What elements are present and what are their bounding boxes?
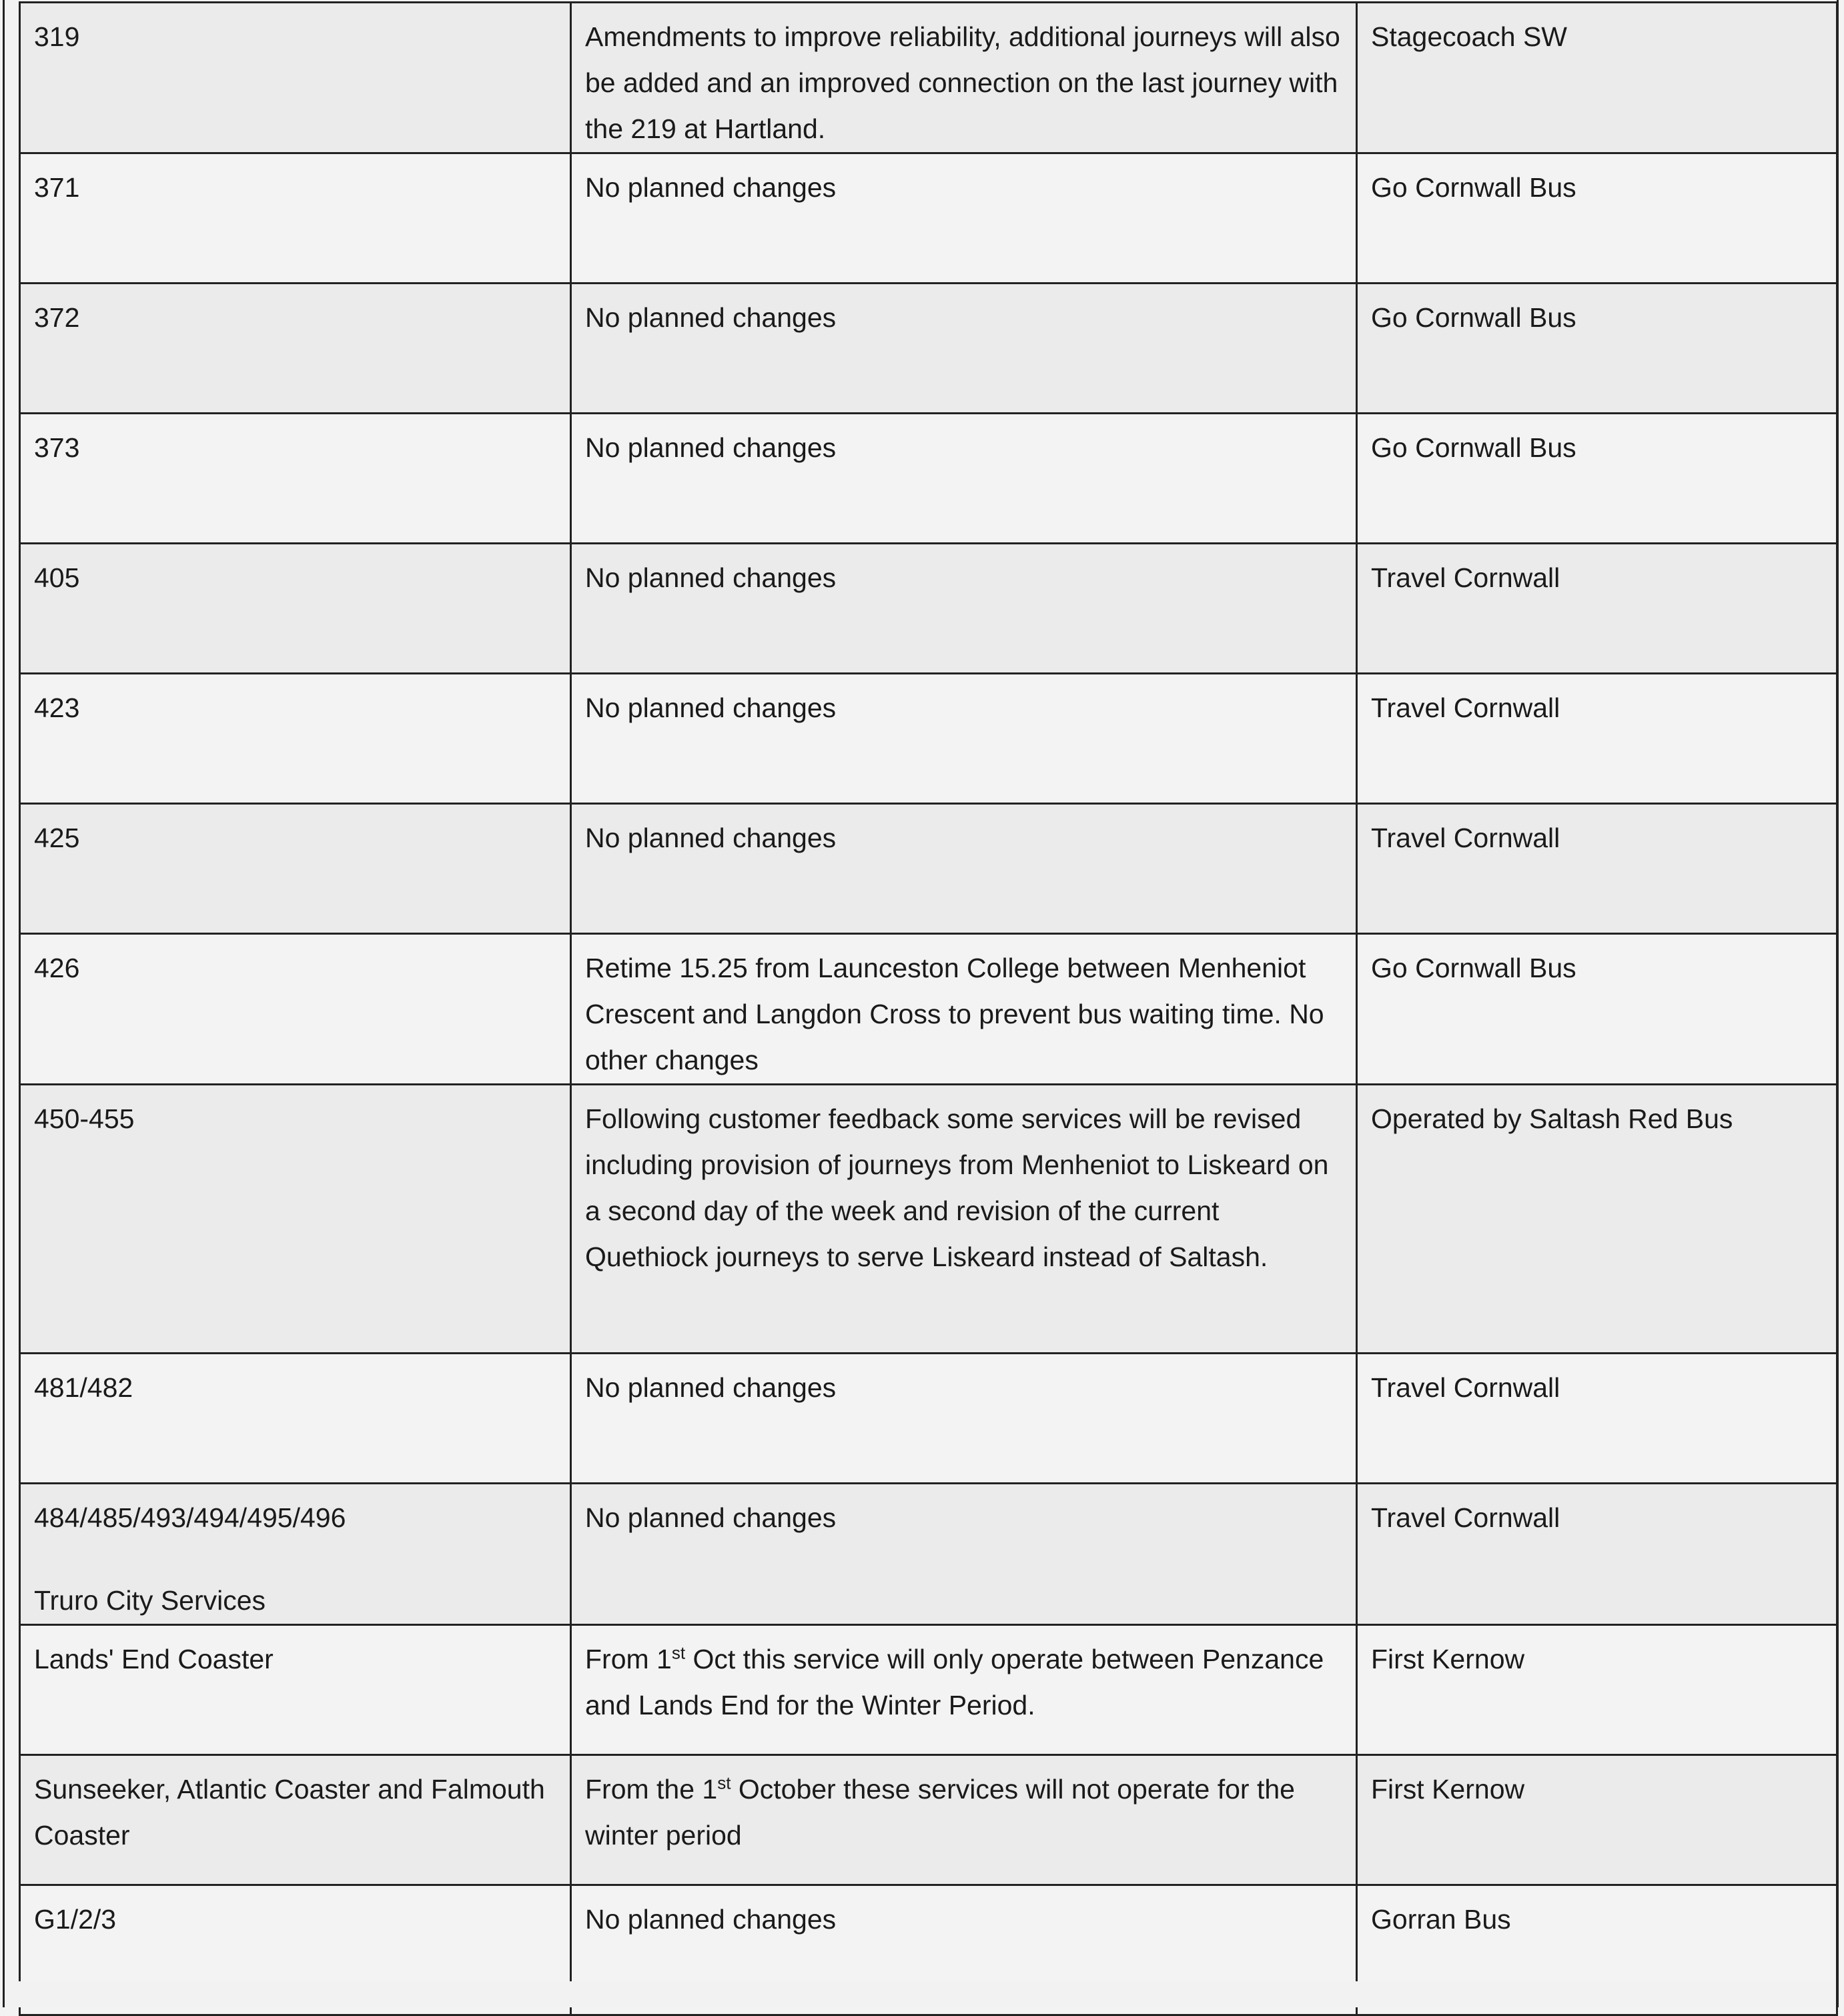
service-note: Truro City Services xyxy=(34,1585,266,1616)
operator-cell: First Kernow xyxy=(1357,1625,1837,1755)
service-cell: G1/2/3 xyxy=(20,1885,571,2015)
service-cell: 423 xyxy=(20,674,571,804)
changes-cell: Retime 15.25 from Launceston College between Menheniot Crescent and Langdon Cross to prevent bus waiting time. No other changes xyxy=(571,934,1357,1085)
operator-cell: Operated by Saltash Red Bus xyxy=(1357,1085,1837,1354)
changes-cell: No planned changes xyxy=(571,153,1357,284)
table-row xyxy=(20,284,1837,414)
operator-cell: Go Cornwall Bus xyxy=(1357,414,1837,544)
service-cell: 319 xyxy=(20,3,571,153)
table-row xyxy=(20,153,1837,284)
service-changes-table xyxy=(19,1,1838,2016)
operator-cell: Go Cornwall Bus xyxy=(1357,153,1837,284)
table-row xyxy=(20,804,1837,934)
changes-cell: No planned changes xyxy=(571,414,1357,544)
table-row xyxy=(20,414,1837,544)
operator-cell: Travel Cornwall xyxy=(1357,544,1837,674)
operator-cell: Go Cornwall Bus xyxy=(1357,284,1837,414)
table-row xyxy=(20,934,1837,1085)
service-cell: 426 xyxy=(20,934,571,1085)
changes-cell: From the 1st October these services will not operate for the winter period xyxy=(571,1755,1357,1885)
service-cell: Lands' End Coaster xyxy=(20,1625,571,1755)
changes-cell: No planned changes xyxy=(571,804,1357,934)
changes-cell: Amendments to improve reliability, additional journeys will also be added and an improved connection on the last journey with the 219 at Hartland. xyxy=(571,3,1357,153)
changes-cell: No planned changes xyxy=(571,1885,1357,2015)
changes-cell: No planned changes xyxy=(571,674,1357,804)
operator-cell: Travel Cornwall xyxy=(1357,674,1837,804)
service-cell: 481/482 xyxy=(20,1354,571,1484)
operator-cell: First Kernow xyxy=(1357,1755,1837,1885)
service-cell: 425 xyxy=(20,804,571,934)
table-row xyxy=(20,1625,1837,1755)
changes-cell: No planned changes xyxy=(571,1484,1357,1625)
service-number: 484/485/493/494/495/496 xyxy=(34,1502,346,1533)
table-row xyxy=(20,1354,1837,1484)
operator-cell: Gorran Bus xyxy=(1357,1885,1837,2015)
service-cell: 372 xyxy=(20,284,571,414)
changes-cell: No planned changes xyxy=(571,544,1357,674)
table-row xyxy=(20,3,1837,153)
table-row xyxy=(20,544,1837,674)
service-cell: 371 xyxy=(20,153,571,284)
operator-cell: Travel Cornwall xyxy=(1357,804,1837,934)
spacer xyxy=(34,1541,556,1578)
table-row xyxy=(20,1484,1837,1625)
service-cell xyxy=(20,1484,571,1625)
operator-cell: Go Cornwall Bus xyxy=(1357,934,1837,1085)
changes-cell: No planned changes xyxy=(571,284,1357,414)
service-cell: Sunseeker, Atlantic Coaster and Falmouth Coaster xyxy=(20,1755,571,1885)
table-row xyxy=(20,674,1837,804)
changes-cell: Following customer feedback some services will be revised including provision of journeys from Menheniot to Liskeard on a second day of the week and revision of the current Quethiock journeys to serve Liskeard instead of Saltash. xyxy=(571,1085,1357,1354)
changes-cell: From 1st Oct this service will only operate between Penzance and Lands End for the Winter Period. xyxy=(571,1625,1357,1755)
operator-cell: Travel Cornwall xyxy=(1357,1354,1837,1484)
changes-cell: No planned changes xyxy=(571,1354,1357,1484)
page-footer-space xyxy=(19,1981,1836,2007)
operator-cell: Travel Cornwall xyxy=(1357,1484,1837,1625)
table-row xyxy=(20,1085,1837,1354)
table-row xyxy=(20,1755,1837,1885)
service-cell: 373 xyxy=(20,414,571,544)
operator-cell: Stagecoach SW xyxy=(1357,3,1837,153)
service-cell: 405 xyxy=(20,544,571,674)
service-cell: 450-455 xyxy=(20,1085,571,1354)
